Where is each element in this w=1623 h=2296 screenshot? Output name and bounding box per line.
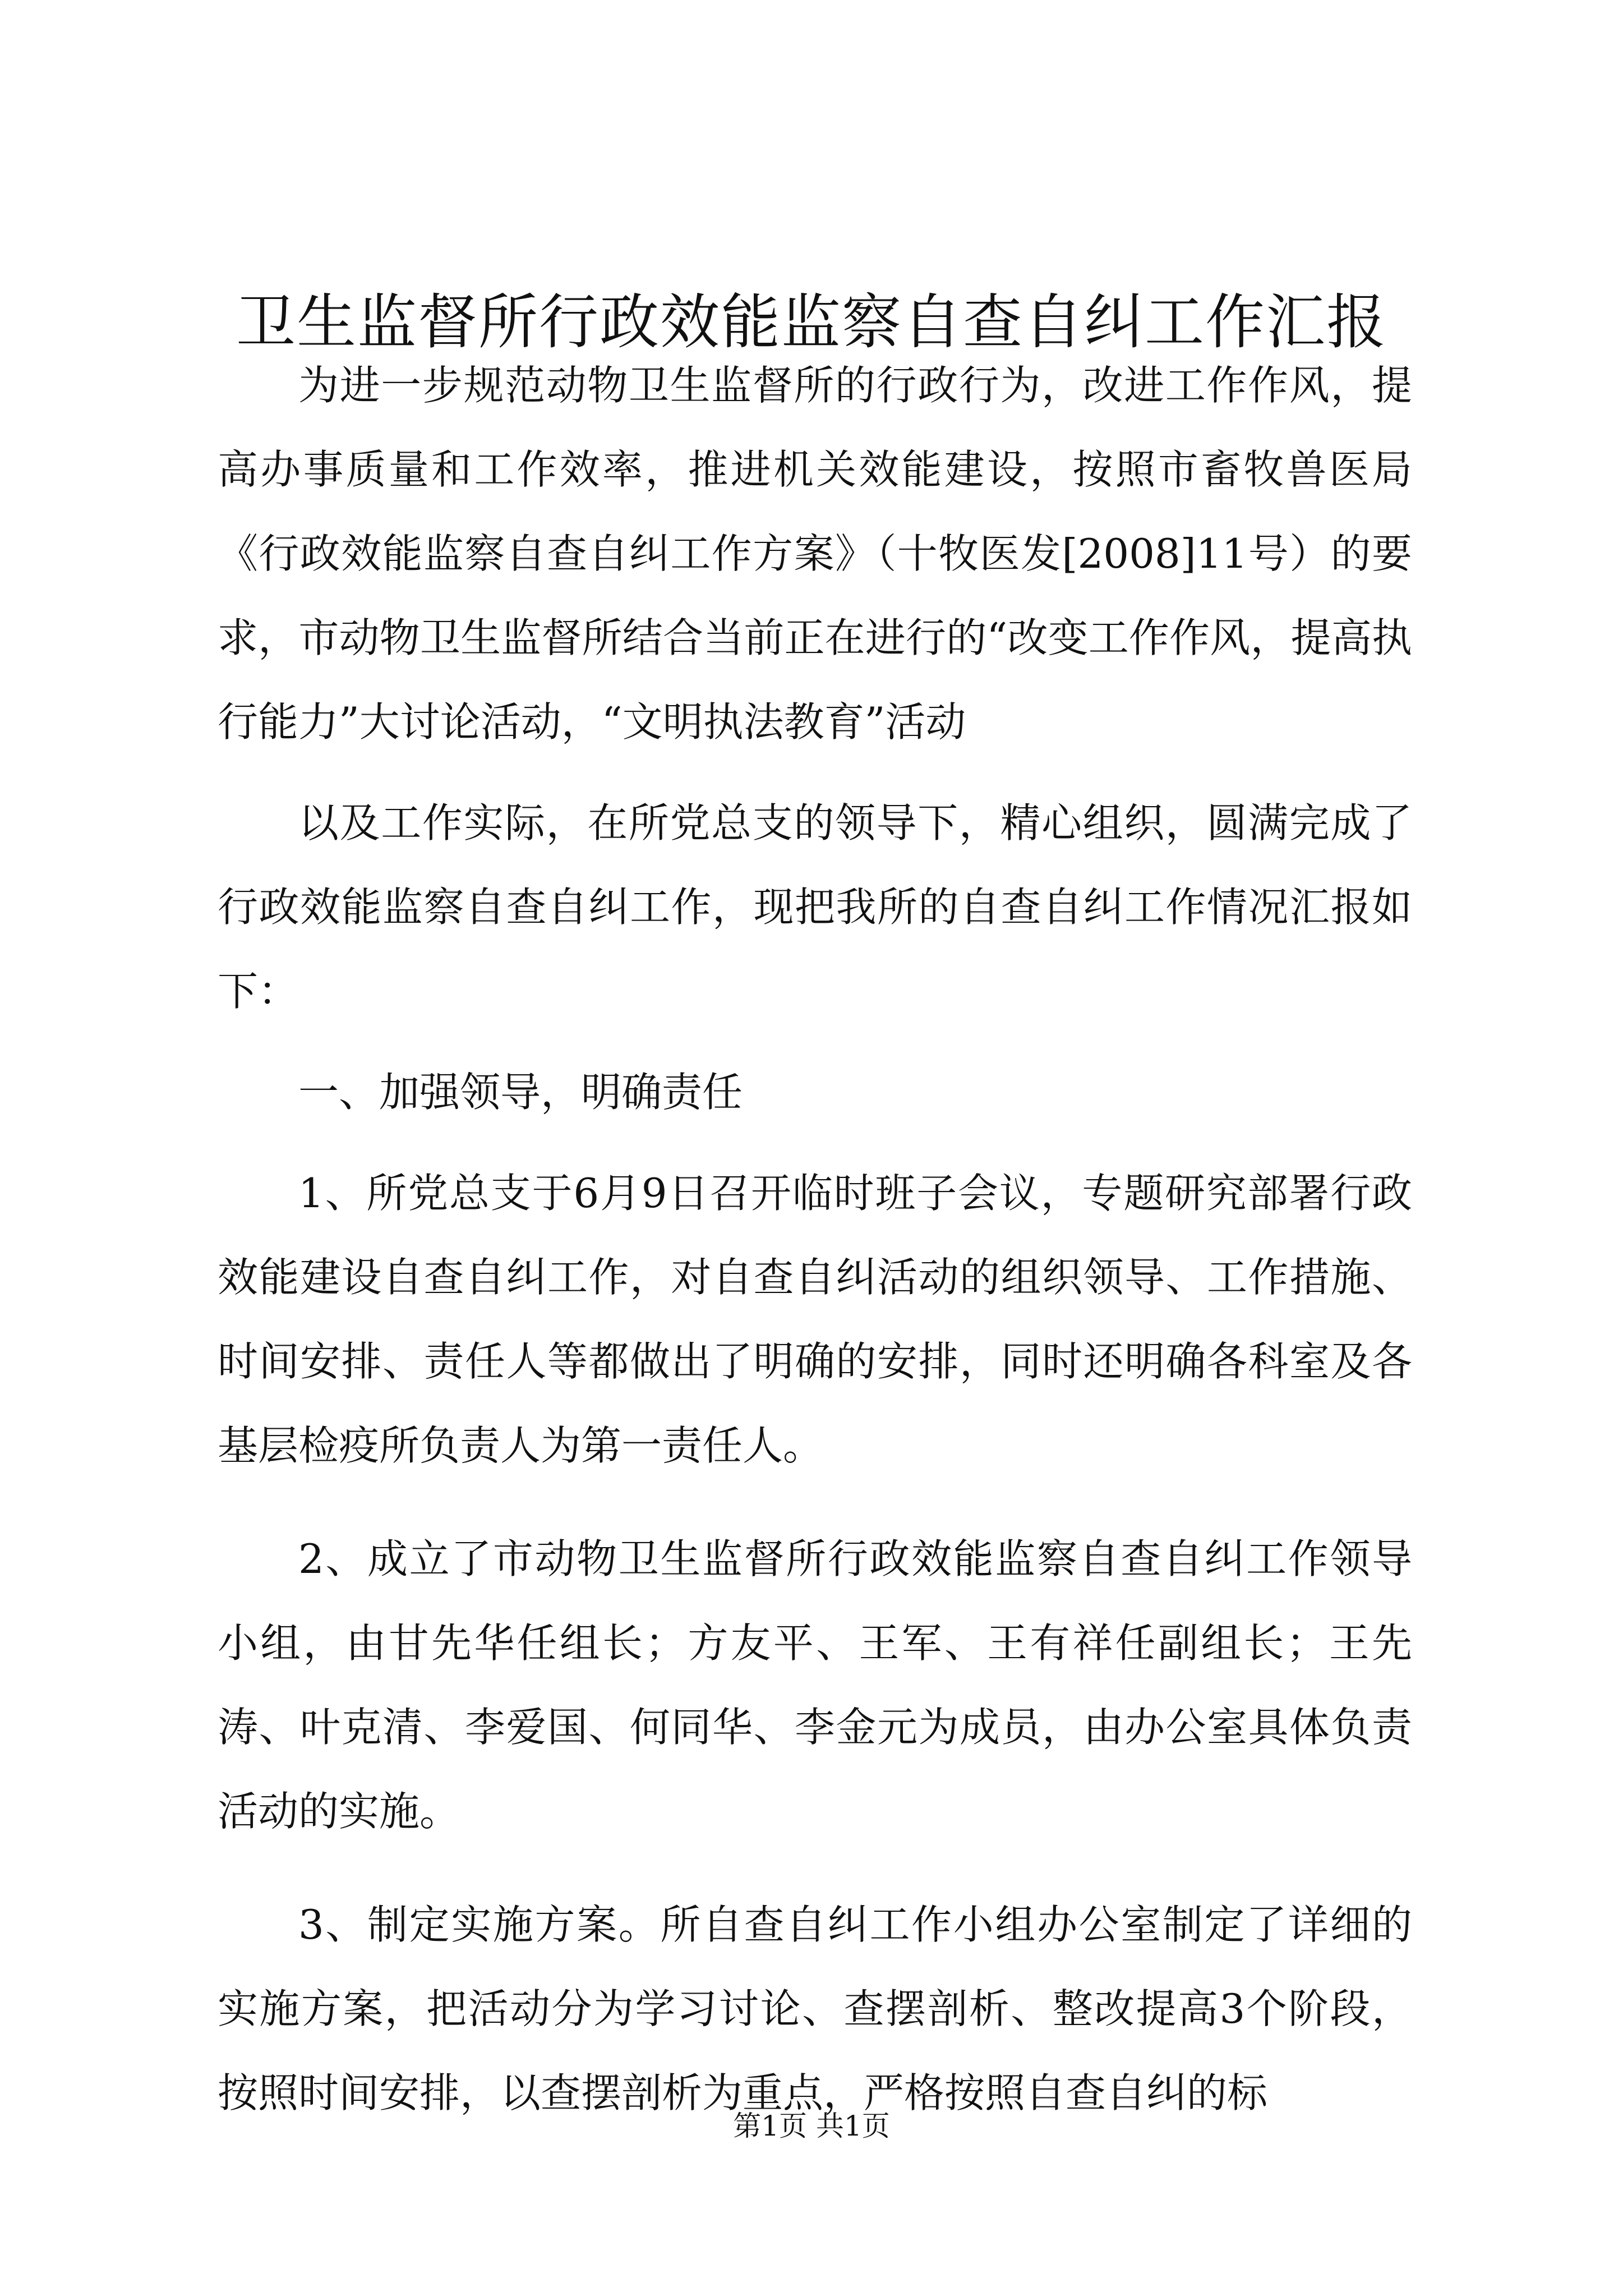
document-title: 卫生监督所行政效能监察自查自纠工作汇报 xyxy=(236,288,1387,357)
section-heading-1: 一、加强领导，明确责任 xyxy=(298,1069,743,1116)
document-body xyxy=(218,343,1412,2135)
paragraph-intro: 为进一步规范动物卫生监督所的行政行为，改进工作作风，提高办事质量和工作效率，推进机关效能建设，按照市畜牧兽医局《行政效能监察自查自纠工作方案》（十牧医发[2008]11号）的要求，市动物卫生监督所结合当前正在进行的“改变工作作风，提高执行能力”大讨论活动，“文明执法教育”活动 xyxy=(218,362,1412,746)
paragraph-item-2: 2、成立了市动物卫生监督所行政效能监察自查自纠工作领导小组，由甘先华任组长；方友平、王军、王有祥任副组长；王先涛、叶克清、李爱国、何同华、李金元为成员，由办公室具体负责活动的实施。 xyxy=(218,1535,1412,1835)
paragraph-item-3: 3、制定实施方案。所自查自纠工作小组办公室制定了详细的实施方案，把活动分为学习讨论、查摆剖析、整改提高3个阶段，按照时间安排，以查摆剖析为重点，严格按照自查自纠的标 xyxy=(218,1901,1412,2116)
page-footer: 第1页 共1页 xyxy=(733,2110,890,2142)
paragraph-item-1: 1、所党总支于6月9日召开临时班子会议，专题研究部署行政效能建设自查自纠工作，对自查自纠活动的组织领导、工作措施、时间安排、责任人等都做出了明确的安排，同时还明确各科室及各基层检疫所负责人为第一责任人。 xyxy=(218,1170,1412,1469)
paragraph-intro-continued: 以及工作实际，在所党总支的领导下，精心组织，圆满完成了行政效能监察自查自纠工作，现把我所的自查自纠工作情况汇报如下： xyxy=(218,799,1412,1015)
